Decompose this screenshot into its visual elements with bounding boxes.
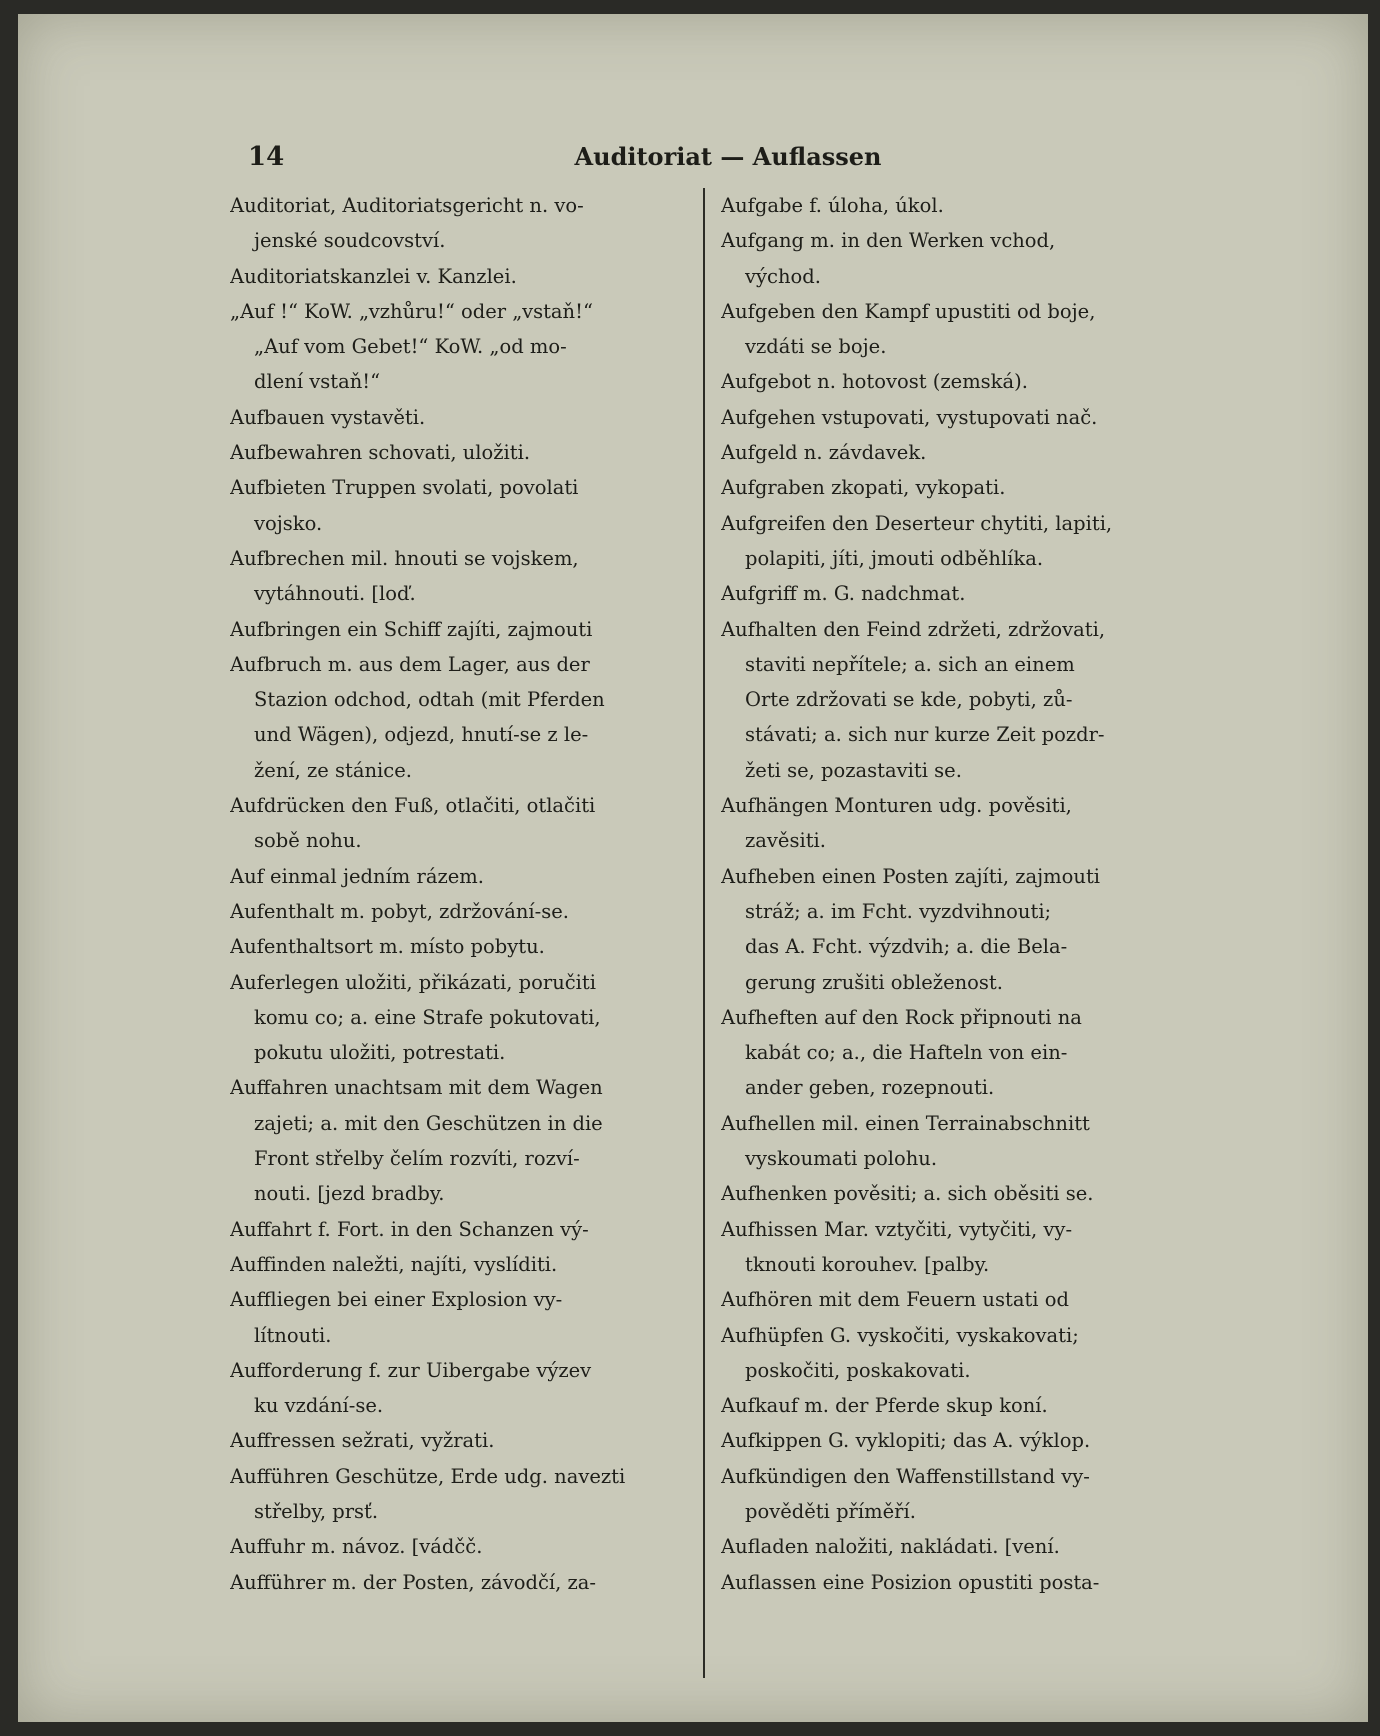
dictionary-line: lítnouti. — [254, 1323, 332, 1347]
dictionary-line: Aufenthalt m. pobyt, zdržování-se. — [230, 899, 569, 923]
dictionary-line: ku vzdání-se. — [254, 1394, 384, 1418]
dictionary-line: „Auf !“ KoW. „vzhůru!“ oder „vstaň!“ — [230, 299, 593, 323]
dictionary-line: Aufhenken pověsiti; a. sich oběsiti se. — [721, 1182, 1094, 1206]
dictionary-line: střelby, prsť. — [254, 1499, 379, 1523]
dictionary-line: vyskoumati polohu. — [745, 1147, 938, 1171]
dictionary-line: stávati; a. sich nur kurze Zeit pozdr- — [745, 723, 1105, 747]
dictionary-line: Auffuhr m. návoz. [vádčč. — [230, 1535, 483, 1559]
dictionary-line: Aufhängen Monturen udg. pověsiti, — [721, 794, 1072, 818]
dictionary-line: Auditoriatskanzlei v. Kanzlei. — [230, 264, 517, 288]
dictionary-line: Auffahrt f. Fort. in den Schanzen vý- — [230, 1217, 589, 1241]
dictionary-line: Aufkauf m. der Pferde skup koní. — [721, 1394, 1048, 1418]
dictionary-line: sobě nohu. — [254, 829, 362, 853]
dictionary-line: žení, ze stánice. — [254, 758, 412, 782]
dictionary-line: Auf einmal jedním rázem. — [230, 864, 484, 888]
dictionary-line: jenské soudcovství. — [254, 229, 446, 253]
dictionary-line: Auffressen sežrati, vyžrati. — [230, 1429, 495, 1453]
dictionary-line: nouti. [jezd bradby. — [254, 1182, 445, 1206]
dictionary-line: pověděti příměří. — [745, 1499, 916, 1523]
dictionary-line: „Auf vom Gebet!“ KoW. „od mo- — [254, 335, 567, 359]
dictionary-line: das A. Fcht. výzdvih; a. die Bela- — [745, 935, 1068, 959]
dictionary-line: Aufgebot n. hotovost (zemská). — [721, 370, 1028, 394]
dictionary-line: Aufhalten den Feind zdržeti, zdržovati, — [721, 617, 1106, 641]
page-header — [248, 142, 1208, 176]
dictionary-line: stráž; a. im Fcht. vyzdvihnouti; — [745, 899, 1052, 923]
dictionary-line: Auferlegen uložiti, přikázati, poručiti — [230, 970, 596, 994]
dictionary-line: Aufbauen vystavěti. — [230, 405, 426, 429]
dictionary-line: vytáhnouti. [loď. — [254, 582, 416, 606]
dictionary-line: Aufbrechen mil. hnouti se vojskem, — [230, 546, 579, 570]
dictionary-line: Auffinden naležti, najíti, vyslíditi. — [230, 1252, 558, 1276]
dictionary-line: ander geben, rozepnouti. — [745, 1076, 995, 1100]
dictionary-line: tknouti korouhev. [palby. — [745, 1252, 990, 1276]
dictionary-line: vzdáti se boje. — [745, 335, 887, 359]
dictionary-line: und Wägen), odjezd, hnutí-se z le- — [254, 723, 589, 747]
dictionary-line: Front střelby čelím rozvíti, rozví- — [254, 1147, 580, 1171]
dictionary-line: Aufdrücken den Fuß, otlačiti, otlačiti — [230, 794, 596, 818]
column-divider — [703, 188, 705, 1678]
dictionary-line: Aufgabe f. úloha, úkol. — [721, 194, 944, 217]
dictionary-line: Aufheben einen Posten zajíti, zajmouti — [721, 864, 1101, 888]
dictionary-line: Stazion odchod, odtah (mit Pferden — [254, 688, 605, 712]
dictionary-line: Aufkippen G. vyklopiti; das A. výklop. — [721, 1429, 1091, 1453]
dictionary-line: Aufbringen ein Schiff zajíti, zajmouti — [230, 617, 593, 641]
dictionary-line: Aufladen naložiti, nakládati. [vení. — [721, 1535, 1060, 1559]
dictionary-line: Aufgeld n. závdavek. — [721, 441, 927, 465]
dictionary-line: Aufenthaltsort m. místo pobytu. — [230, 935, 545, 959]
dictionary-line: zajeti; a. mit den Geschützen in die — [254, 1111, 603, 1135]
dictionary-line: Aufforderung f. zur Uibergabe výzev — [230, 1358, 592, 1382]
dictionary-line: Aufgehen vstupovati, vystupovati nač. — [721, 405, 1098, 429]
dictionary-line: Aufführen Geschütze, Erde udg. navezti — [230, 1464, 626, 1488]
dictionary-line: poskočiti, poskakovati. — [745, 1358, 971, 1382]
dictionary-line: polapiti, jíti, jmouti odběhlíka. — [745, 546, 1044, 570]
dictionary-line: Aufgreifen den Deserteur chytiti, lapiti, — [721, 511, 1113, 535]
dictionary-line: Aufbieten Truppen svolati, povolati — [230, 476, 579, 500]
dictionary-line: Auflassen eine Posizion opustiti posta- — [721, 1570, 1100, 1594]
dictionary-line: zavěsiti. — [745, 829, 826, 853]
dictionary-line: Aufhissen Mar. vztyčiti, vytyčiti, vy- — [721, 1217, 1073, 1241]
dictionary-line: Aufgriff m. G. nadchmat. — [721, 582, 966, 606]
dictionary-line: kabát co; a., die Hafteln von ein- — [745, 1041, 1068, 1065]
page-number: 14 — [248, 142, 285, 172]
right-column — [721, 188, 1183, 1600]
dictionary-line: Orte zdržovati se kde, pobyti, zů- — [745, 688, 1073, 712]
dictionary-line: pokutu uložiti, potrestati. — [254, 1041, 506, 1065]
dictionary-line: Aufgeben den Kampf upustiti od boje, — [721, 299, 1096, 323]
dictionary-line: dlení vstaň!“ — [254, 370, 381, 394]
dictionary-line: Aufbruch m. aus dem Lager, aus der — [230, 652, 590, 676]
dictionary-line: žeti se, pozastaviti se. — [745, 758, 962, 782]
dictionary-line: Aufbewahren schovati, uložiti. — [230, 441, 531, 465]
running-head: Auditoriat — Auflassen — [574, 142, 882, 171]
dictionary-line: Aufkündigen den Waffenstillstand vy- — [721, 1464, 1090, 1488]
dictionary-line: Auffliegen bei einer Explosion vy- — [230, 1288, 563, 1312]
dictionary-line: Aufgang m. in den Werken vchod, — [721, 229, 1056, 253]
left-column — [230, 188, 692, 1600]
dictionary-line: Auffahren unachtsam mit dem Wagen — [230, 1076, 603, 1100]
dictionary-line: Aufführer m. der Posten, závodčí, za- — [230, 1570, 597, 1594]
dictionary-line: gerung zrušiti obleženost. — [745, 970, 1003, 994]
dictionary-line: Aufhören mit dem Feuern ustati od — [721, 1288, 1069, 1312]
dictionary-line: Aufheften auf den Rock připnouti na — [721, 1005, 1082, 1029]
dictionary-line: staviti nepřítele; a. sich an einem — [745, 652, 1075, 676]
dictionary-line: komu co; a. eine Strafe pokutovati, — [254, 1005, 601, 1029]
dictionary-line: Aufgraben zkopati, vykopati. — [721, 476, 1006, 500]
dictionary-line: Aufhüpfen G. vyskočiti, vyskakovati; — [721, 1323, 1079, 1347]
dictionary-line: Aufhellen mil. einen Terrainabschnitt — [721, 1111, 1090, 1135]
dictionary-line: Auditoriat, Auditoriatsgericht n. vo- — [230, 194, 584, 217]
dictionary-line: vojsko. — [254, 511, 323, 535]
dictionary-line: východ. — [745, 264, 821, 288]
